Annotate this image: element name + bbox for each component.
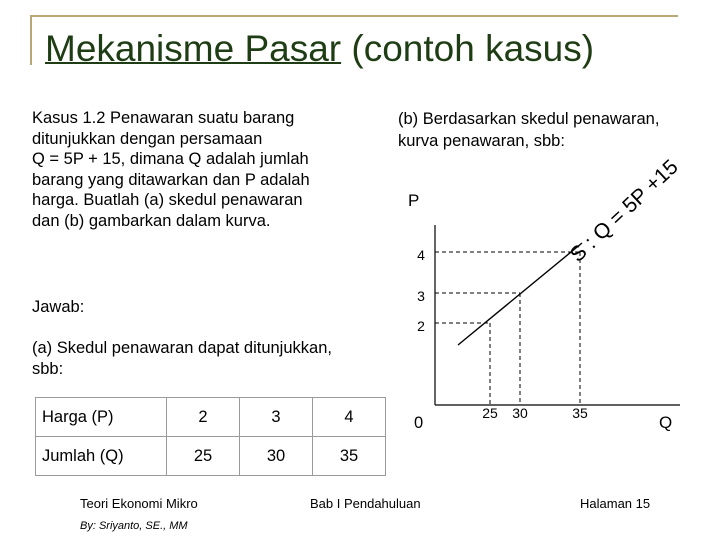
table-cell: 35 [313, 437, 386, 476]
answer-label: Jawab: [32, 298, 85, 316]
y-tick-label: 3 [417, 288, 425, 304]
table-cell: 30 [240, 437, 313, 476]
curve-intro-line: (b) Berdasarkan skedul penawaran, [398, 110, 660, 128]
footer-course: Teori Ekonomi Mikro [80, 496, 198, 511]
row-label-quantity: Jumlah (Q) [36, 437, 167, 476]
row-label-price: Harga (P) [36, 398, 167, 437]
slide-title-rest: (contoh kasus) [341, 28, 595, 69]
case-line: ditunjukkan dengan persamaan [32, 129, 263, 148]
footer-author: By: Sriyanto, SE., MM [80, 520, 188, 532]
table-cell: 25 [167, 437, 240, 476]
case-line: Kasus 1.2 Penawaran suatu barang [32, 109, 295, 127]
curve-label: S : Q = 5P +15 [565, 155, 683, 267]
case-line: harga. Buatlah (a) skedul penawaran [32, 191, 303, 209]
y-axis-label: P [408, 191, 420, 210]
case-line: Q = 5P + 15, dimana Q adalah jumlah [32, 150, 309, 168]
y-tick-label: 2 [417, 318, 425, 334]
table-cell: 4 [313, 398, 386, 437]
tick-labels [417, 247, 588, 421]
x-tick-label: 30 [512, 405, 528, 421]
x-tick-label: 25 [482, 405, 498, 421]
table-cell: 2 [167, 398, 240, 437]
x-axis-label: Q [659, 413, 673, 432]
origin-label: 0 [414, 414, 424, 432]
footer-page-number: Halaman 15 [580, 496, 651, 511]
guide-lines [435, 252, 580, 405]
y-tick-label: 4 [417, 247, 425, 263]
x-tick-label: 35 [572, 405, 588, 421]
case-line: dan (b) gambarkan dalam kurva. [32, 211, 271, 230]
footer-chapter: Bab I Pendahuluan [310, 496, 421, 511]
case-line: barang yang ditawarkan dan P adalah [32, 170, 310, 189]
curve-intro-line: kurva penawaran, sbb: [398, 132, 565, 150]
slide-title-main: Mekanisme Pasar [45, 28, 342, 69]
schedule-intro-line: (a) Skedul penawaran dapat ditunjukkan, [32, 339, 332, 357]
table-cell: 3 [240, 398, 313, 437]
schedule-intro-line: sbb: [32, 359, 64, 378]
